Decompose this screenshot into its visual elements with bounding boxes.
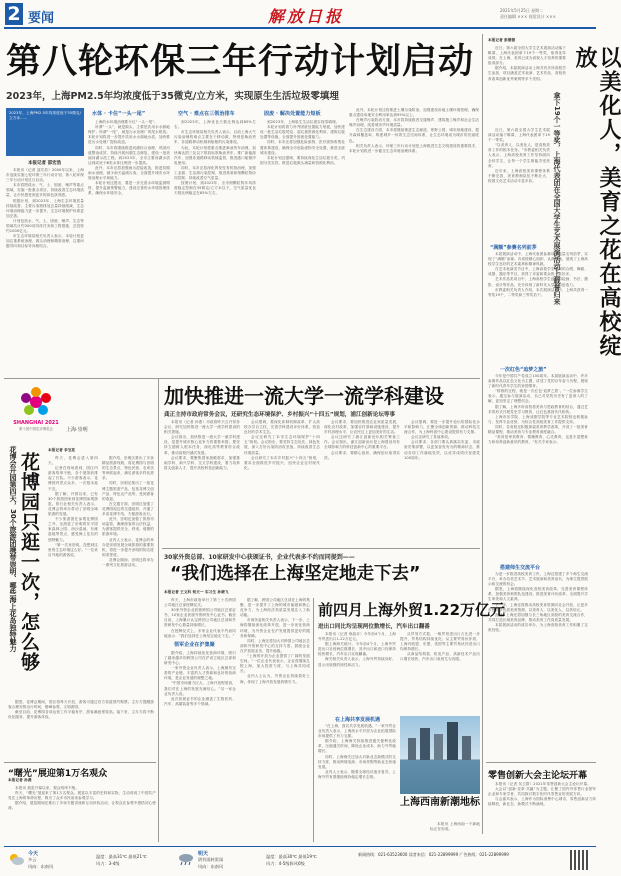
lead-body-a: 本报讯（记者 邵宏浩）2000年以来，上海市连续实施七轮环保三年行动计划，第八轮环保三年行动计划近日启动。 [6, 168, 84, 183]
university-col2: 会议强调，要深化体制机制改革，扩大高校办学自主权，完善学科建设评价体系，营造良好的学术生态。 会议还研究了本市生态环境保护“十四五”规划。会议指出，要坚持生态优先、绿色发展，深入打好污染防治攻坚战，持续改善生态环境质量。 会议研究了本市乡村振兴“十四五”规划，要求全面推进乡村振兴，加快农业农村现代化。 [244, 420, 320, 470]
page-number: 2 [5, 3, 23, 25]
expo-body-b: 据介绍，崇明区推出了多条精品旅游线路，将花博园与崇明的生态景点、特色民宿、农家乐等串联起来，满足游客多样化需求。 同时，崇明还推出了一批花博主题旅游产品，包括花博文创产品、特色农产品等，受到游客的欢迎。 在交通方面，崇明区加强了花博园周边的交通组织，开通了多条花博专线，方便游客出行。 此外，崇明还加强了旅游市场监管，确保游客的合法权益，为游客提供安全、舒适、便捷的旅游环境。 业内人士表示，花博会的举办是崇明发展全域旅游的重要契机，将进一步提升崇明的知名度和美誉度。 花博会期间，崇明还将举办一系列文化旅游活动。 [102, 456, 154, 567]
paper-logo: 解放日报 [268, 7, 345, 26]
lead-body-col1: 本报讯（记者 邵宏浩）2000年以来，上海市连续实施七轮环保三年行动计划，第八轮环保三年行动计划近日启动。 本市将围绕水、气、土、固废、噪声等重点领域，实施一批重点项目，持续改善生态环境质量，让市民感受到更多的绿色获得感。 根据计划，到2023年，上海生态环境质量持续改善，主要污染物排放总量持续削减，生态环境治理能力进一步提升，生态环境保护体系更加完善。 计划包括水、气、土、固废、噪声、生态等领域共计约300项具体任务和工程措施，总投资约1000亿元。 市生态环境局相关负责人表示，本轮计划更加注重系统治理、源头治理和精准治理，注重问题导向和目标导向相结合。 [6, 168, 84, 249]
lead-body-d: 到2023年，上海原生生活垃圾实现零填埋。 [267, 120, 340, 125]
landmark-headline: 上海西南新潮地标 [400, 797, 480, 808]
lead-body-col4: 固废 · 解决处置能力短板 到2023年，上海原生生活垃圾实现零填埋。 本轮计划将着力补齐固废处置能力短板，加快建设一批生活垃圾焚烧、湿垃圾资源化利用、建筑垃圾处置等设施，全面提升固废处置能力。 同时，本市还将加强危险废物、医疗废物收集处置体系建设，确保全市危险废物安全处置，推进无废城市建设。 本轮计划还强调，要持续深化生活垃圾分类，巩固分类实效，推进垃圾源头减量和资源化利用。 [260, 111, 345, 165]
expo-body-c: 据悉，花博会期间，园区将每天开放，游客可通过官方渠道预约购票。主办方提醒游客合理安排出行时间，错峰参观，文明游园。 截至目前，花博园各项运营工作平稳有序，游客满意度较高。接下来，主办方将不断优化服务，提升游客体验。 [8, 700, 154, 720]
lead-subheadline: 2023年，上海PM2.5年均浓度低于35微克/立方米，实现原生生活垃圾零填埋 [6, 91, 339, 102]
arts-subtitle: 拿下19个一等奖，上海代表团在全国大学生艺术展演活动上载誉归来 [553, 92, 561, 305]
arts-body-a: 近日，第六届全国大学生艺术展演活动落下帷幕，上海代表团拿下19个一等奖。 “以美育人、以美化人，是高校美育工作的根本任务。”市教委相关负责人表示，上海高校美育工作坚持面向全体学生，让每一个学生都能享受美育。 近年来，上海高校美育课程体系不断完善，美育教师队伍不断壮大，校园文化艺术活动丰富多彩。 [488, 128, 550, 183]
lead-summary-box [6, 108, 84, 156]
university-col1: 本报讯（记者 孙燕）市政府昨天召开常务会议，研究加快推进一流大学一流学科建设的相关措施。 会议指出，加快推进一流大学一流学科建设，是提升城市核心竞争力的重要举措。要坚持立德树人根本任务，深化高等教育综合改革，推动高校内涵式发展。 会议要求，要聚焦国家战略需求，加强基础学科、新兴学科、交叉学科建设，着力培养拔尖创新人才，提升高校科技创新能力。 [164, 420, 240, 470]
weather-tomorrow-temp: 温度：最高30℃ 最低19℃ [266, 854, 317, 859]
lead-sec-solid: 固废 · 解决处置能力短板 [264, 111, 321, 117]
rain-cloud-icon [178, 852, 194, 866]
university-col4: 会议强调，要进一步提升论坛的国际化水平和影响力，汇聚全球创新资源，推动科技交流合作，为上海科创中心建设提供有力支撑。 会议还研究了其他事项。 会议要求，各部门要认真落实市委、市政府决策部署，以更加奋发有为的精神状态，推动各项工作落地见效，以优异成绩庆祝建党100周年。 [404, 420, 480, 460]
lead-sec-water: 水体 · 卡住“一头一尾” [92, 111, 146, 117]
cloud-sun-icon [8, 852, 24, 866]
weather-today-level: 风力：3-4级 [96, 861, 120, 866]
date-line: 2021年5月25日 星期二 [500, 8, 544, 13]
companies-headline: “我们选择在上海坚定地走下去” [170, 564, 421, 584]
landmark-photo [400, 716, 480, 794]
lead-body-col2: 水体 · 卡住“一头一尾” 上海的水环境治理要卡住“一头一尾”。 所谓“一头”，就是源头，主要是饮用水水源地保护；所谓“一尾”，就是污水处理厂的尾水排放。本轮计划将进一步提升饮用水水源地水质，加快推进污水处理厂提标改造。 同时，本市将继续推进河湖综合治理，巩固河道整治成效，持续开展河湖生态修复，建设一批美丽河湖示范工程。到2023年，全市主要河湖水质达到或优于Ⅲ类水体比例进一步提高。 此外，本市还将加强雨污混接改造，推进初期雨水治理，减少雨天溢流污染，全面提升城市水环境治理水平和能力。 本轮计划还提出，要进一步完善水环境监测网络，提升监测预警能力，建设完善的水环境管理体系，确保水环境安全。 [88, 111, 170, 196]
trade-body: 本报讯（记者 徐晶卉）今年前4个月，上海外贸进出口1.22万亿元。 [318, 632, 396, 642]
companies-col1: 昨天，上海市政府举行了第三十次跨国公司地区总部授牌仪式。 30家外资企业获颁跨国公司地区总部证书，10家企业获颁外资研发中心证书。截至目前，上海累计认定跨国公司地区总部和外资研发中心数量持续增长。 在授牌仪式上，多家企业代表不约而同地表示：“我们选择在上海坚定地走下去。” 领军企业在沪集聚 据介绍，上海持续优化营商环境，吸引了越来越多的跨国公司在沪设立地区总部和研发中心。 一家外资企业负责人表示，上海拥有完善的产业链、丰富的人才资源和良好的营商环境，是企业发展的理想之地。 “中国市场潜力巨大，上海开放程度高，我们对在上海的发展充满信心。”另一家企业负责人说。 此次获颁证书的企业涵盖了生物医药、汽车、高端装备等多个领域。 [164, 598, 236, 706]
expo-flower-icon [8, 384, 64, 420]
weather-today-temp: 温度：最高31℃ 最低21℃ [96, 854, 147, 859]
expo-kicker: 花博会开园第四天，30个旅游团携带崇明、哪些海上花岛独特魅力 [9, 446, 17, 652]
footer-qr-icon [570, 850, 590, 870]
lead-body-b: 上海的水环境治理要卡住“一头一尾”。 [95, 120, 159, 125]
expo-headline: 花博园只逛一次，怎么够 [18, 452, 40, 672]
retail-body-text: 本报讯（记者 吴卫群）2021年零售创新大会主论坛开幕。 [495, 782, 591, 786]
expo-body: 昨天，花博会进入第四天。 [48, 456, 98, 466]
lead-sec-air: 空气 · 难点在三领治排车 [178, 111, 235, 117]
arts-body-d: 为进一步推进高校美育工作，上海还搭建了多个师生交流平台，举办各类艺术节、艺术展演和美育论坛，为师生提供展示和交流的机会。 据悉，上海将继续深化高校美育改革，完善美育课程体系，加强美育师资队伍建设，推进美育评价改革，全面提升学生审美和人文素养。 下一步，上海还将推动高校美育资源向社会开放，让更多市民共享优质美育资源，以美育人、以美化人、以美培元。 此外，上海还将加强与长三角地区高校的美育交流合作，共同打造区域美育品牌，推动美育工作高质量发展。 本届展演活动的成功举办，为上海高校美育工作积累了宝贵经验。 [488, 572, 588, 633]
arts-body-c: 今年是中国共产党成立100周年。本届展演活动中，许多参赛作品以红色文化为主题，讲述了党的百年奋斗历程，展现了新时代青年学生的家国情怀。 “排练的过程，就是一次红色‘追梦之旅’。”一位参赛学生表示，通过参与展演活动，自己对党的历史有了更深入的了解，更加坚定了理想信念。 据了解，上海多所高校将美育与思政教育相结合，通过艺术的形式开展党史学习教育，让红色基因代代相传。 上海音乐学院、上海戏剧学院等专业艺术院校也积极参与，发挥专业优势，为综合性高校美育工作提供支持。 同时，各高校还积极探索美育教学改革，开设了一批美育精品课程，推动美育与专业教育深度融合。 “美育是审美教育、情操教育、心灵教育，也是丰富想象力和培养创新意识的教育。”有关专家表示。 [488, 374, 588, 445]
weather-tomorrow-sky: 阴有雨转雷雨 [198, 857, 224, 862]
companies-col2: 据了解，跨国公司地区总部在上海的集聚，进一步提升了上海的城市能级和核心竞争力，为上海经济高质量发展注入了新动能。 市商务委相关负责人表示，下一步，上海将继续深化改革开放，进一步优化营商环境，为外资企业在沪发展提供更好的服务和保障。 同时，上海还将加大对跨国公司地区总部和外资研发中心的支持力度，鼓励企业在沪拓展业务，提升能级。 “上海的开放为企业提供了广阔的发展空间。”一位企业代表表示，企业将继续扎根上海，加大投资力度，与上海共同成长。 业内人士认为，外资企业持续看好上海，体现了上海开放发展的吸引力。 [240, 598, 310, 684]
landmark-body-text: 本报讯 上海西南一个新地标正在形成。 [430, 822, 480, 832]
companies-byline: 本报记者 王文科 何天一 实习生 孙晓飞 [164, 590, 229, 594]
landmark-body [430, 822, 480, 842]
editor-line: 责任编辑 ××× 视觉设计 ××× [500, 14, 556, 19]
trade-col1: 本报讯（记者 徐晶卉）今年前4个月，上海外贸进出口1.22万亿元。 据上海海关统计，今年前4个月，上海外贸进出口呈现两位数增长，其中出口和进口均保持较快增长，汽车出口实现翻番。 海关相关负责人表示，上海外贸持续向好，显示出较强的韧性和活力。 [318, 632, 396, 667]
expo-logo-text: SHANGHAI 2021 [13, 420, 59, 426]
lead-body-col5: 此外，本轮计划还将推进土壤污染防治，加强建设用地土壤环境管理，确保重点建设用地安全利用率达到95%以上。 在噪声污染防治方面，本市将持续推进交通噪声、建筑施工噪声和社会生活噪声治理，改善城市声环境质量。 在生态建设方面，本市将继续推进生态廊道、郊野公园、城市绿地建设，提升森林覆盖率，构建城乡一体的生态空间体系，让生态环境成为城市的亮丽底色。 相关负责人表示，环保三年行动计划是上海推进生态文明建设的重要抓手，本轮计划将进一步健全生态环境治理体系。 [349, 108, 479, 153]
arts-sub3: 搭建师生交流平台 [500, 565, 541, 571]
university-headline: 加快推进一流大学一流学科建设 [164, 384, 444, 408]
companies-body: 昨天，上海市政府举行了第三十次跨国公司地区总部授牌仪式。 [164, 598, 236, 608]
arts-intro: 近日，第六届全国大学生艺术展演活动落下帷幕，上海代表团拿下19个一等奖，取得优异成绩。在上海，美育已成为高校人才培养的重要组成部分。 据介绍，本届展演活动上海共有多所高校学生参加，项目涵盖艺术表演、艺术作品、高校美育改革创新优秀案例等多个类别。 [488, 46, 566, 81]
arts-body-b: 本届展演活动中，上海代表团参赛项目数量名列前茅，实现了“满额”参赛。各高校精心组织、认真准备，展现了上海高校学生良好的艺术素养和精神风貌。 在艺术表演类节目中，上海高校学生表演的合唱、舞蹈、戏剧、器乐等节目，获得了评委和观众的一致好评。 艺术作品类项目中，上海高校学生创作的绘画、书法、摄影、设计等作品，充分体现了新时代大学生的创造力。 市教委相关负责人介绍，本次展演活动中，上海共获得一等奖19个，二等奖和三等奖若干。 [488, 252, 588, 297]
flower-show-headline: “曙光”展迎第1万名观众 [8, 769, 108, 779]
university-subheadline: 龚正主持市政府常务会议，还研究生态环境保护、乡村振兴“十四五”规划，浦江创新论坛等事 [164, 412, 396, 418]
arts-sub1: “满额”参赛名列前茅 [490, 245, 537, 251]
companies-section-tag: 领军企业在沪集聚 [174, 641, 215, 648]
weather-today-label: 今天 [28, 851, 39, 857]
weather-bar [4, 848, 596, 874]
lead-byline: 本报记者 邵宏浩 [28, 161, 62, 166]
arts-body: 近日，第六届全国大学生艺术展演活动落下帷幕，上海代表团拿下19个一等奖。 [488, 128, 550, 143]
flower-show-body-text: 本报讯 展览开幕以来，观众络绎不绝。 [15, 786, 80, 790]
companies-kicker: 30家外资总部、10家研发中心获颁证书，企业代表多不约而同提到—— [164, 554, 355, 561]
expo-body-a: 昨天，花博会进入第四天。 记者在现场看到，园区内游客络绎不绝，各个展馆前排起了长队。不少游客表示，花博园内景点众多，一次根本逛不完。 据了解，开园以来，已有30个旅游团来到花博园参观游览。旅行社相关负责人表示，花博会的举办带动了崇明全域旅游的发展。 不少旅游团在参观花博园之外，还游览了崇明的东平国家森林公园、西沙湿地、东滩湿地等景点，感受海上花岛的独特魅力。 “第一次来崇明，没想到这里的生态环境这么好。”一位来自外地的游客说。 [48, 456, 98, 557]
expo-logo-sub: 上海·崇明 [66, 427, 88, 433]
expo-logo-caption: 第十届中国花卉博览会 [19, 427, 53, 431]
landmark-building-icon [400, 716, 480, 794]
weather-today-sky: 多云 [28, 857, 37, 862]
masthead-rule [4, 27, 596, 29]
weather-tomorrow-wind: 风向：东南风 [198, 864, 224, 869]
trade-col3: “在上海，我们共享发展机遇。”一家外贸企业负责人表示，上海高水平开放为企业拓展国际市场提供了有力支撑。 据介绍，上海海关持续推进通关便利化改革，压缩通关时间，降低企业成本，助力外贸稳增长。 同时，上海海关还加大对新业态新模式的支持力度，推动跨境电商、市场采购等新业态快速发展。 业内人士表示，随着全球经济逐步复苏，上海外贸有望继续保持稳定增长态势。 [318, 724, 396, 779]
masthead [0, 0, 600, 36]
trade-headline: 前四月上海外贸1.22万亿元 [318, 601, 506, 619]
footer-contacts: 新闻热线：021-63523600 读者来信：021-22899999 广告热线：021-22899999 [358, 852, 509, 857]
retail-headline: 零售创新大会主论坛开幕 [488, 771, 588, 781]
flower-show-body: 本报讯 展览开幕以来，观众络绎不绝。 昨天，“曙光”展迎来了第1万名观众。展览以丰富的史料和实物，生动再现了中国共产党在上海的革命历程，吸引了众多市民前来参观学习。 据介绍，展览期间还推出了多场专题讲座和互动体验活动，让观众在参观中感悟初心使命。 [8, 786, 156, 811]
weather-today-wind: 风向：东南风 [28, 864, 54, 869]
lead-summary: 2023年，上海PM2.5年均浓度低于35微克/立方米…… [9, 111, 81, 121]
section-label: 要闻 [28, 11, 55, 26]
expo-byline: 本报记者 李宝花 [48, 448, 76, 452]
arts-sub2: 一次红色“追梦之旅” [500, 367, 547, 373]
expo-logo [8, 384, 64, 444]
university-body: 本报讯（记者 孙燕）市政府昨天召开常务会议，研究加快推进一流大学一流学科建设的相关措施。 [164, 420, 240, 435]
retail-body: 本报讯（记者 吴卫群）2021年零售创新大会主论坛开幕。 大会以“创新·变革·共赢”为主题，汇聚了国内外零售行业领军企业和专家学者，共同探讨数字化时代零售业的发展方向。 与会嘉宾表示，上海作为国际消费中心城市，零售创新活力持续释放，新业态、新模式不断涌现。 [488, 782, 596, 807]
trade-col2: 从贸易方式看，一般贸易进出口占比进一步提升，贸易结构持续优化。从主要贸易伙伴看，上海对欧盟、东盟、美国等主要贸易伙伴进出口均保持增长。 从商品结构看，机电产品、高新技术产品出口增长较快，汽车出口表现尤为亮眼。 [400, 632, 480, 662]
lead-body-c: 到2023年，上海优良天数比例达到85%左右。 [174, 120, 256, 130]
weather-tomorrow-level: 风力：4-5级阵风6级 [266, 861, 305, 866]
arts-title: 以美化人，美育之花在高校绽放 [572, 46, 621, 358]
trade-section-tag: 在上海共享发展机遇 [335, 717, 381, 723]
weather-tomorrow-label: 明天 [198, 851, 209, 857]
university-col3: 会议要求，要加快推进农业高质量发展，深化农村改革，加强农村基础设施建设，提升乡村治理水平，让农民过上更加美好的生活。 会议还研究了浦江创新论坛相关筹备工作。会议指出，浦江创新论坛是上海建设具有全球影响力的科技创新中心的重要平台。 会议要求，要精心组织，确保论坛取得实效。 [324, 420, 400, 460]
flower-show-byline: 本报记者 孙燕 [8, 778, 32, 782]
trade-subheadline: 进出口同比均呈现两位数增长，汽车出口翻番 [318, 624, 430, 630]
arts-byline: 本报记者 彭德倩 [488, 38, 516, 42]
lead-body-col3: 空气 · 难点在三领治排车 到2023年，上海优良天数比例达到85%左右。 市生态环境局相关负责人表示，目前上海大气污染治理的难点主要在于移动源，特别是柴油货车、非道路移动机械和船舶的污染排放。 为此，本轮计划将重点推进柴油货车治理，加快淘汰国三及以下排放标准柴油货车，推广新能源汽车，加强非道路移动机械监管，推进港口船舶岸电使用。 同时，本市还将深化挥发性有机物治理，加强工业源、生活源污染控制，推进臭氧和细颗粒物协同控制，持续改善空气质量。 按照计划，到2023年，全市细颗粒物年均浓度稳定控制在35微克/立方米以下，空气质量优良天数比例稳定在85%左右。 [174, 111, 256, 196]
lead-headline: 第八轮环保三年行动计划启动 [6, 42, 475, 82]
